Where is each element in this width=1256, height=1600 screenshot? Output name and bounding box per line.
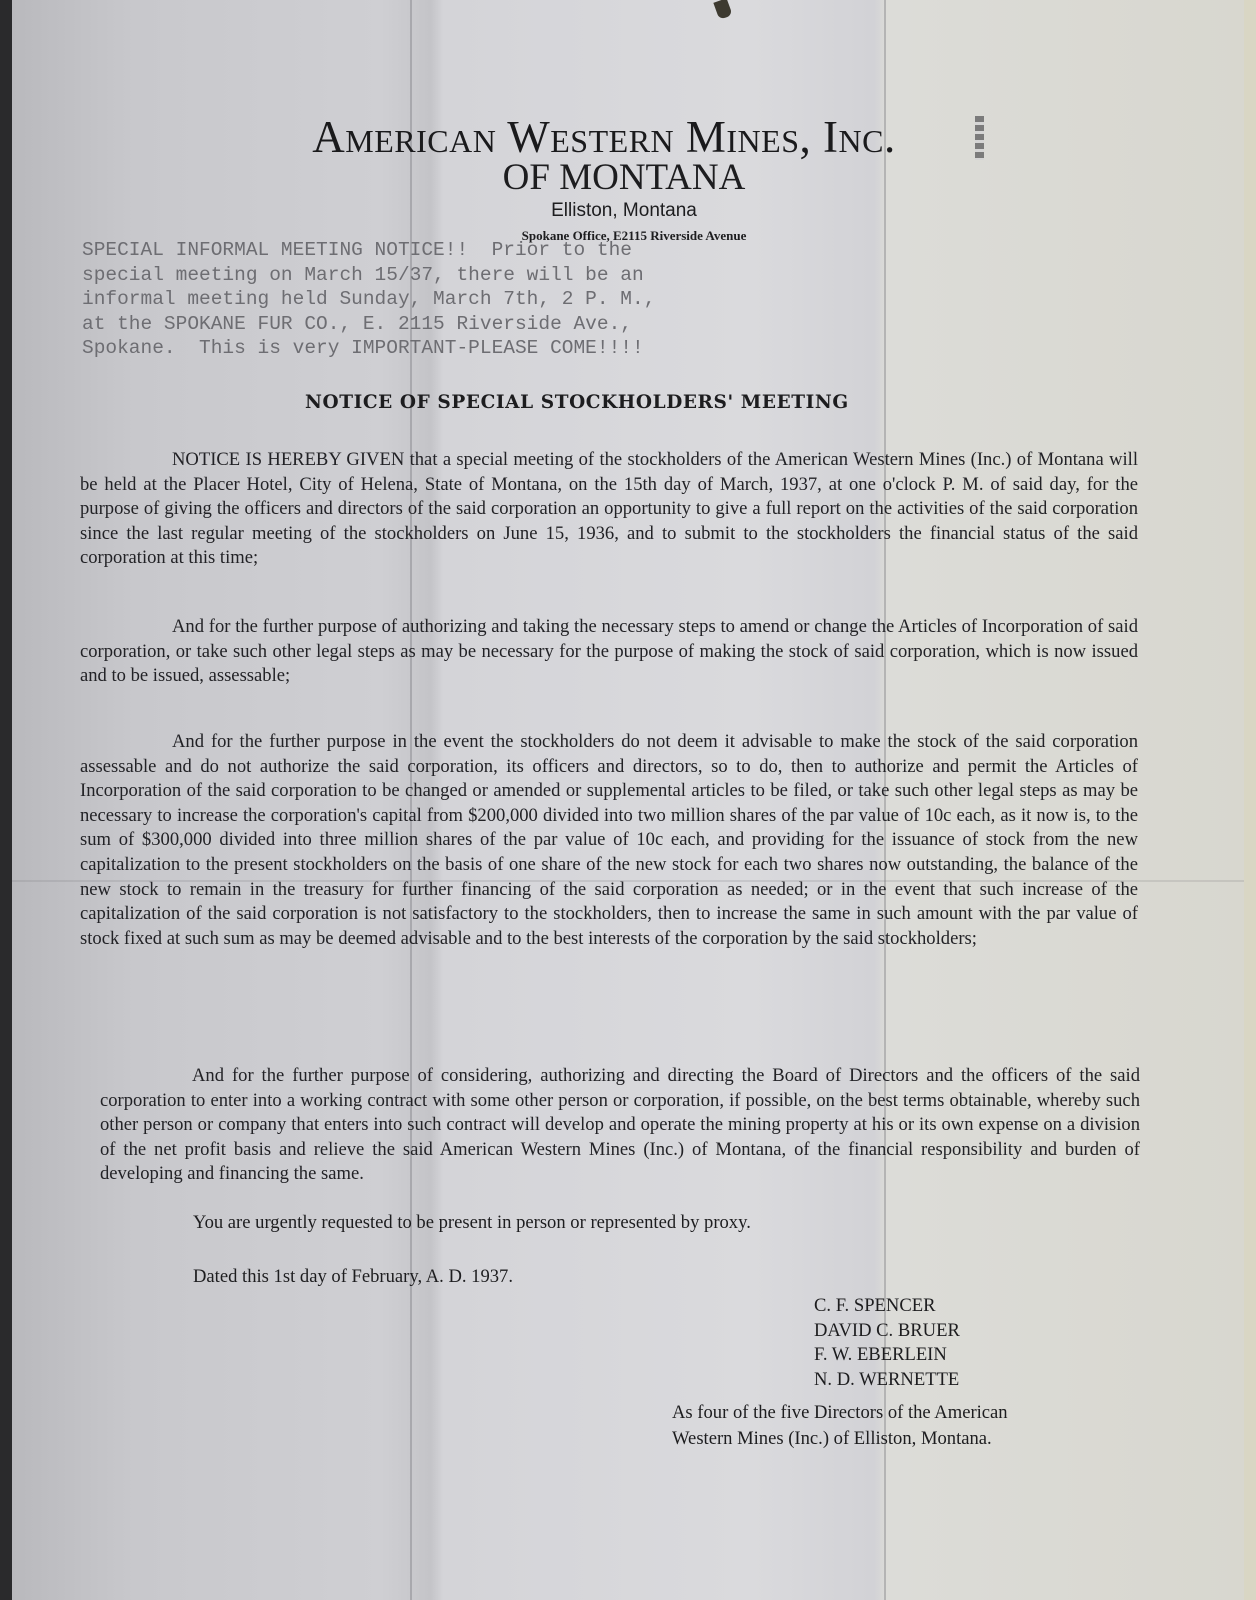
- typed-line: Spokane. This is very IMPORTANT-PLEASE COME!!!!: [82, 337, 644, 359]
- typed-line: at the SPOKANE FUR CO., E. 2115 Riverside Ave.,: [82, 312, 632, 335]
- typed-line: SPECIAL INFORMAL MEETING NOTICE!! Prior to the: [82, 239, 632, 261]
- notice-paragraph: [80, 615, 1138, 689]
- signature-note: [672, 1400, 1008, 1452]
- notice-paragraph: [80, 730, 1138, 951]
- paragraph-text: NOTICE IS HEREBY GIVEN that a special meeting of the stockholders of the American Western Mines (Inc.) of Montana will be held at the Placer Hotel, City of Helena, State of Montana, on the 15th day of March, 1937, at one o'clock P. M. of said day, for the purpose of giving the officers and directors of the said corporation an opportunity to give a full report on the activities of the said corporation since the last regular meeting of the stockholders on June 15, 1936, and to submit to the stockholders the financial status of the said corporation at this time;: [80, 449, 1138, 569]
- signer-name: C. F. SPENCER: [814, 1295, 936, 1316]
- typed-line: special meeting on March 15/37, there will be an: [82, 263, 644, 286]
- paragraph-text: And for the further purpose of authorizing and taking the necessary steps to amend or change the Articles of Incorporation of said corporation, or take such other legal steps as may be necessary for the purpose of making the stock of said corporation, which is now issued and to be issued, assessable;: [80, 616, 1138, 687]
- signer-name: F. W. EBERLEIN: [814, 1344, 947, 1365]
- notice-paragraph: [100, 1064, 1140, 1187]
- company-office: Spokane Office, E2115 Riverside Avenue: [521, 228, 747, 243]
- notice-title: NOTICE OF SPECIAL STOCKHOLDERS' MEETING: [305, 392, 849, 413]
- paragraph-text: And for the further purpose in the event the stockholders do not deem it advisable to make the stock of the said corporation assessable and do not authorize the said corporation, its officers and directors, so to do, then to authorize and permit the Articles of Incorporation of the said corporation to be changed or amended or supplemental articles to be filed, or take such other legal steps as may be necessary to increase the corporation's capital from $200,000 divided into two million shares of the par value of 10c each, as it now is, to the sum of $300,000 divided into three million shares of the par value of 10c each, and providing for the issuance of stock from the new capitalization to the present stockholders on the basis of one share of the new stock for each two shares now outstanding, the balance of the new stock to remain in the treasury for further financing of the said corporation as needed; or in the event that such increase of the capitalization of the said corporation is not satisfactory to the stockholders, then to increase the same in such amount with the par value of stock fixed at such sum as may be deemed advisable and to the best interests of the corporation by the said stockholders;: [80, 731, 1138, 949]
- company-name: American Western Mines, Inc.: [312, 112, 896, 162]
- signature-note-line: Western Mines (Inc.) of Elliston, Montana.: [672, 1428, 992, 1449]
- notice-paragraph: [80, 448, 1138, 571]
- typed-line: informal meeting held Sunday, March 7th, 2 P. M.,: [82, 288, 656, 310]
- typed-informal-notice: [82, 238, 802, 361]
- signature-note-line: As four of the five Directors of the American: [672, 1402, 1008, 1423]
- date-line: Dated this 1st day of February, A. D. 1937.: [193, 1266, 514, 1287]
- paragraph-text: And for the further purpose of considering, authorizing and directing the Board of Directors and the officers of the said corporation to enter into a working contract with some other person or corporation, if possible, on the best terms obtainable, whereby such other person or company that enters into such contract will develop and operate the mining property at his or its own expense on a division of the net profit basis and relieve the said American Western Mines (Inc.) of Montana, of the financial responsibility and burden of developing and financing the same.: [100, 1065, 1140, 1185]
- signer-name: DAVID C. BRUER: [814, 1319, 960, 1341]
- signer-name: N. D. WERNETTE: [814, 1368, 960, 1390]
- proxy-request: You are urgently requested to be present in person or represented by proxy.: [193, 1212, 751, 1233]
- company-state: OF MONTANA: [502, 157, 746, 198]
- staple-mark: [975, 116, 984, 160]
- signature-block: [814, 1294, 960, 1392]
- company-location: Elliston, Montana: [551, 200, 697, 221]
